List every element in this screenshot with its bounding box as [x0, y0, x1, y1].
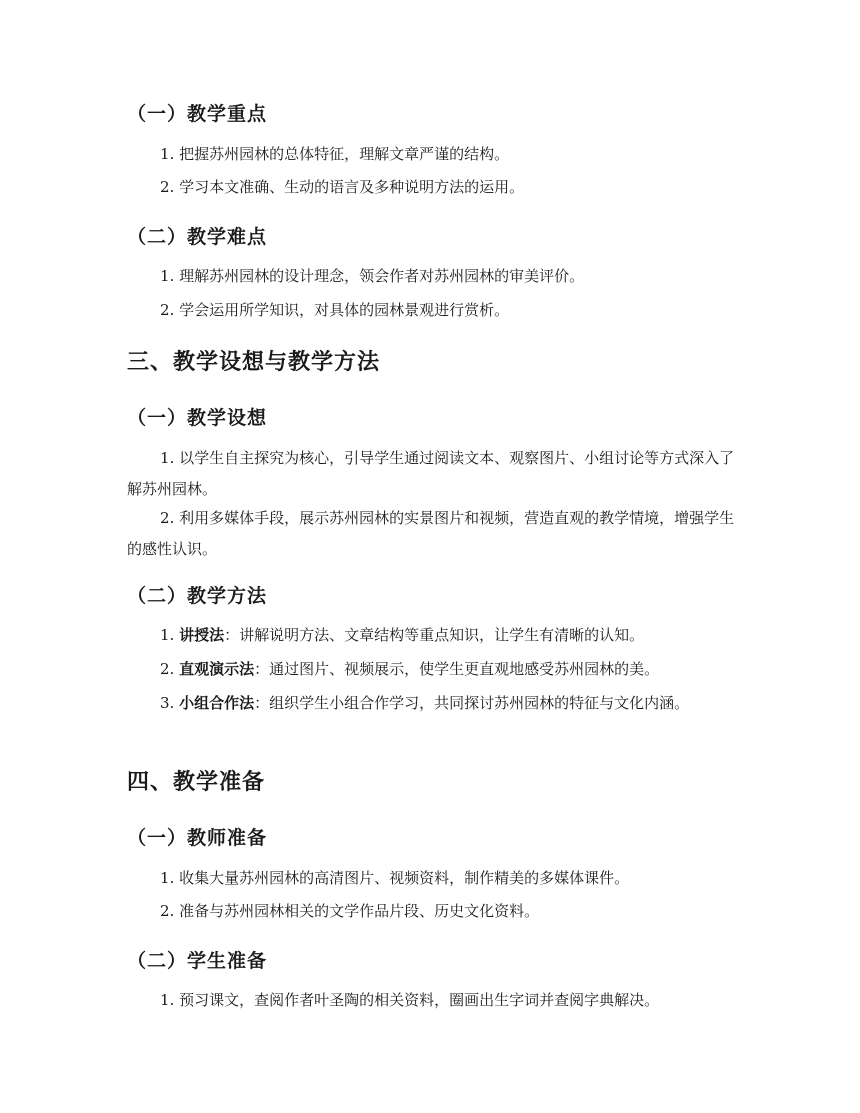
method-description: 组织学生小组合作学习，共同探讨苏州园林的特征与文化内涵。: [269, 694, 690, 712]
method-item: [127, 654, 737, 685]
chapter-heading-teaching-preparation: 四、教学准备: [127, 770, 266, 795]
section-heading-teaching-design: （一）教学设想: [127, 407, 268, 429]
method-separator: ：: [254, 660, 270, 678]
section-heading-student-preparation: （二）学生准备: [127, 950, 268, 972]
method-term: 讲授法: [179, 626, 225, 644]
paragraph: 1. 以学生自主探究为核心，引导学生通过阅读文本、观察图片、小组讨论等方式深入了解苏州园林。: [127, 449, 735, 498]
paragraph: 2. 利用多媒体手段，展示苏州园林的实景图片和视频，营造直观的教学情境，增强学生的感性认识。: [127, 509, 735, 558]
chapter-heading-design-and-methods: 三、教学设想与教学方法: [127, 350, 381, 375]
method-number: 2.: [160, 660, 180, 678]
method-number: 1.: [160, 626, 180, 644]
method-term: 小组合作法: [179, 694, 255, 712]
section-heading-teaching-methods: （二）教学方法: [127, 585, 268, 607]
paragraph: 1. 预习课文，查阅作者叶圣陶的相关资料，圈画出生字词并查阅字典解决。: [160, 991, 660, 1009]
paragraph: 1. 收集大量苏州园林的高清图片、视频资料，制作精美的多媒体课件。: [160, 869, 630, 887]
method-item: [127, 688, 737, 719]
method-item: [127, 620, 737, 651]
paragraph: 2. 学习本文准确、生动的语言及多种说明方法的运用。: [160, 178, 525, 196]
paragraph: 1. 理解苏州园林的设计理念，领会作者对苏州园林的审美评价。: [160, 267, 585, 285]
method-separator: ：: [254, 694, 270, 712]
paragraph: 2. 学会运用所学知识，对具体的园林景观进行赏析。: [160, 301, 510, 319]
section-heading-teaching-focus: （一）教学重点: [127, 103, 268, 125]
method-description: 讲解说明方法、文章结构等重点知识，让学生有清晰的认知。: [239, 626, 645, 644]
section-heading-teacher-preparation: （一）教师准备: [127, 827, 268, 849]
method-separator: ：: [224, 626, 240, 644]
method-number: 3.: [160, 694, 180, 712]
method-term: 直观演示法: [179, 660, 255, 678]
method-description: 通过图片、视频展示，使学生更直观地感受苏州园林的美。: [269, 660, 660, 678]
section-heading-teaching-difficulty: （二）教学难点: [127, 226, 268, 248]
paragraph: 2. 准备与苏州园林相关的文学作品片段、历史文化资料。: [160, 902, 540, 920]
paragraph: 1. 把握苏州园林的总体特征，理解文章严谨的结构。: [160, 145, 510, 163]
